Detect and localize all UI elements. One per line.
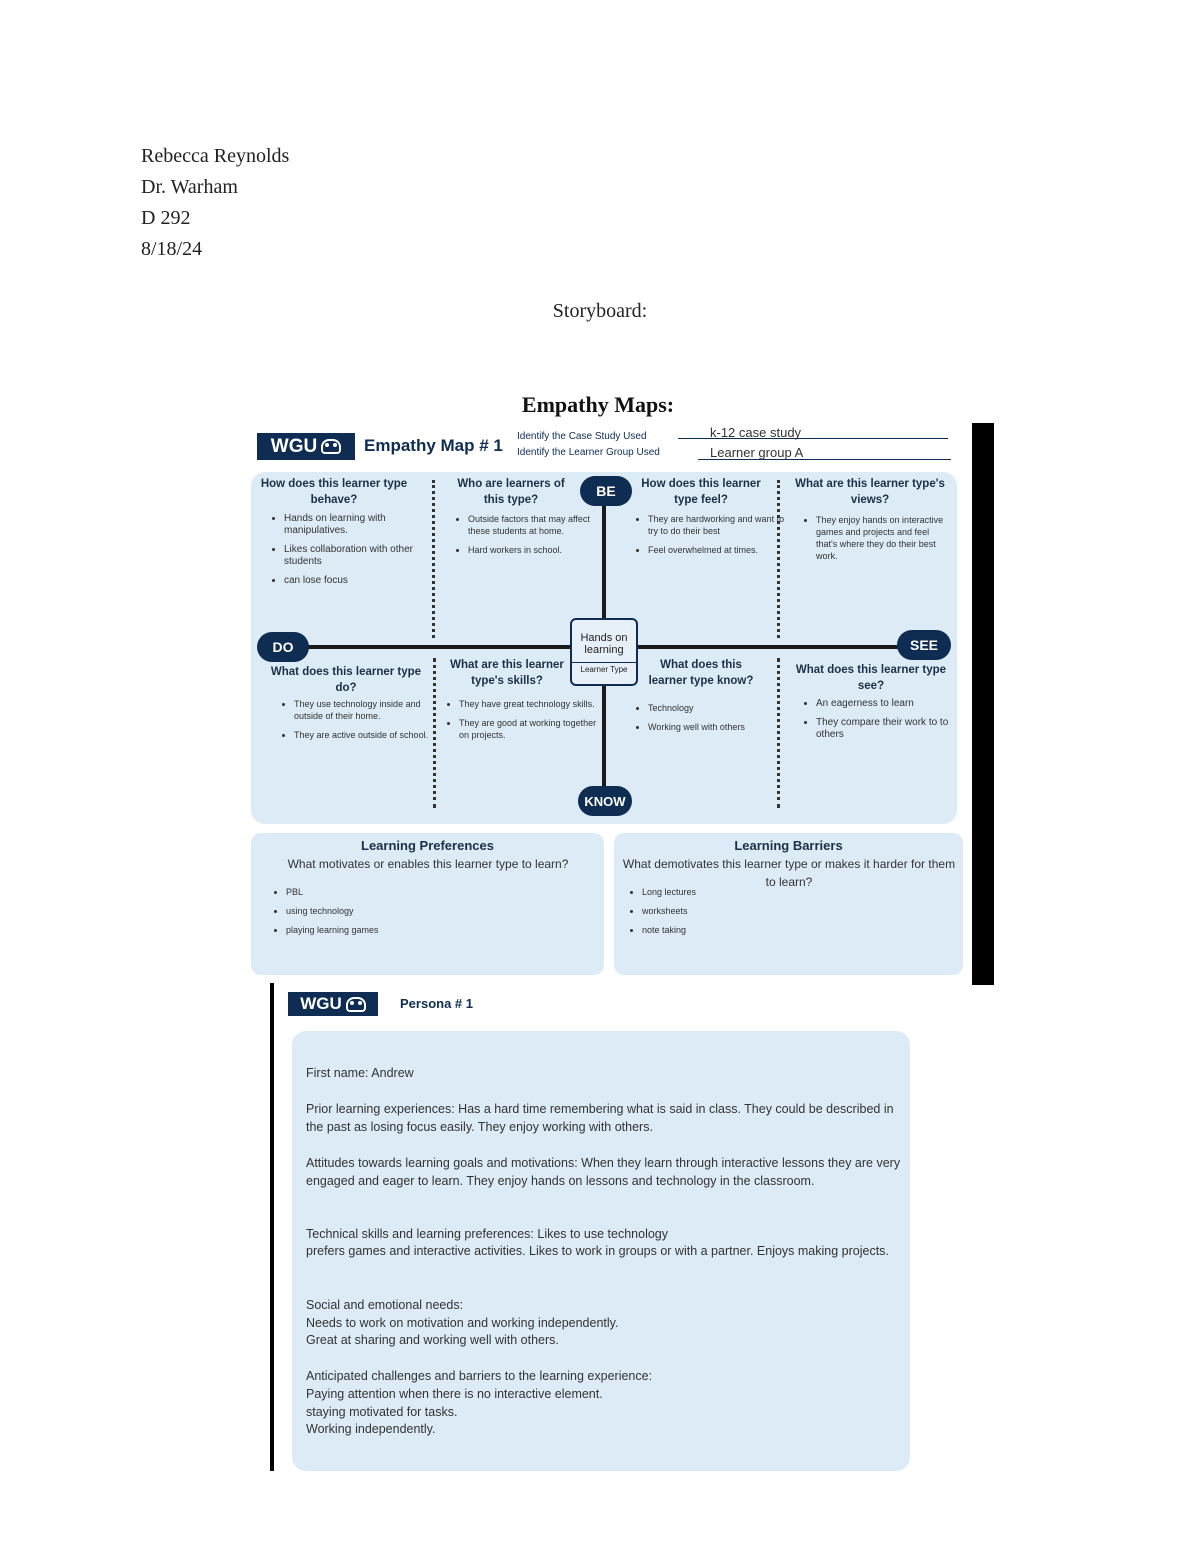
views-question: What are this learner type's views? <box>795 478 945 506</box>
persona-social-need: Needs to work on motivation and working independently. <box>306 1316 619 1330</box>
list-item: • Working well with others <box>648 721 788 733</box>
behave-list <box>268 513 434 594</box>
learner-group-value: Learner group A <box>698 445 951 460</box>
list-item: • Likes collaboration with other students <box>284 544 434 568</box>
owl-icon <box>321 439 341 454</box>
image-border <box>270 983 274 1471</box>
see-label: SEE <box>897 630 951 660</box>
persona-social-strength: Great at sharing and working well with others. <box>306 1333 559 1347</box>
do-label: DO <box>257 632 309 662</box>
skills-question: What are this learner type's skills? <box>450 659 564 687</box>
do-question: What does this learner type do? <box>270 666 422 694</box>
list-item: • worksheets <box>642 905 942 917</box>
list-item: • They enjoy hands on interactive games and projects and feel that's where they do their best work. <box>816 514 950 562</box>
storyboard-heading: Storyboard: <box>552 300 648 322</box>
document-date: 8/18/24 <box>141 238 203 260</box>
persona-challenges-heading: Anticipated challenges and barriers to the learning experience: <box>306 1369 653 1383</box>
persona-technical-skills: Technical skills and learning preferences: Likes to use technology <box>306 1227 669 1241</box>
list-item: • Technology <box>648 702 788 714</box>
know-list <box>632 702 788 740</box>
preferences-list <box>270 886 586 943</box>
persona-challenge: staying motivated for tasks. <box>306 1405 458 1419</box>
behave-question: How does this learner type behave? <box>260 478 408 506</box>
case-study-value: k-12 case study <box>678 426 948 439</box>
list-item: • Hands on learning with manipulatives. <box>284 513 434 537</box>
instructor-name: Dr. Warham <box>141 176 238 198</box>
list-item: • They are good at working together on projects. <box>459 717 599 741</box>
skills-list <box>443 698 599 748</box>
views-list <box>800 514 950 569</box>
be-label: BE <box>580 476 632 506</box>
empathy-map-title: Empathy Map # 1 <box>364 436 503 455</box>
list-item: • playing learning games <box>286 924 586 936</box>
wgu-logo-text: WGU <box>300 994 342 1013</box>
list-item: • Outside factors that may affect these students at home. <box>468 513 603 537</box>
persona-social-heading: Social and emotional needs: <box>306 1298 464 1312</box>
course-code: D 292 <box>141 207 191 229</box>
learner-type-caption: Learner Type <box>572 662 636 674</box>
case-study-label: Identify the Case Study Used <box>517 431 647 442</box>
barriers-list <box>626 886 942 943</box>
who-list <box>452 513 603 563</box>
list-item: • An eagerness to learn <box>816 698 956 710</box>
list-item: • note taking <box>642 924 942 936</box>
persona-title: Persona # 1 <box>400 996 473 1011</box>
preferences-subtitle: What motivates or enables this learner type to learn? <box>287 857 569 871</box>
list-item: • They are active outside of school. <box>294 729 434 741</box>
do-list <box>278 698 434 748</box>
list-item: • They have great technology skills. <box>459 698 599 710</box>
persona-prior-learning: Prior learning experiences: Has a hard time remembering what is said in class. They could be described in the past as losing focus easily. They enjoy working with others. <box>306 1102 894 1134</box>
persona-preferences: prefers games and interactive activities. Likes to work in groups or with a partner. Enjoys making projects. <box>306 1244 889 1258</box>
list-item: • PBL <box>286 886 586 898</box>
author-name: Rebecca Reynolds <box>141 145 290 167</box>
preferences-title: Learning Preferences <box>361 838 494 853</box>
barriers-subtitle: What demotivates this learner type or makes it harder for them to learn? <box>622 857 956 889</box>
feel-question: How does this learner type feel? <box>641 478 761 506</box>
list-item: • Long lectures <box>642 886 942 898</box>
list-item: • Feel overwhelmed at times. <box>648 544 786 556</box>
learner-type-box <box>570 618 638 686</box>
learner-type-line2: learning <box>584 644 624 656</box>
list-item: • using technology <box>286 905 586 917</box>
know-question: What does this learner type know? <box>648 659 754 687</box>
learner-group-label: Identify the Learner Group Used <box>517 447 660 458</box>
barriers-title: Learning Barriers <box>734 838 843 853</box>
list-item: • They use technology inside and outside of their home. <box>294 698 434 722</box>
persona-challenge: Working independently. <box>306 1422 436 1436</box>
who-question: Who are learners of this type? <box>457 478 565 506</box>
wgu-logo-text: WGU <box>270 435 318 457</box>
know-label: KNOW <box>578 786 632 816</box>
owl-icon <box>346 997 366 1012</box>
see-list <box>800 698 956 748</box>
learner-type-line1: Hands on <box>580 632 628 644</box>
list-item: • can lose focus <box>284 575 434 587</box>
see-question: What does this learner type see? <box>795 664 947 692</box>
persona-first-name: First name: Andrew <box>306 1066 414 1080</box>
wgu-logo <box>257 433 355 460</box>
list-item: • They compare their work to to others <box>816 717 956 741</box>
list-item: • Hard workers in school. <box>468 544 603 556</box>
empathy-maps-heading: Empathy Maps: <box>521 392 675 417</box>
persona-challenge: Paying attention when there is no interactive element. <box>306 1387 603 1401</box>
persona-attitudes: Attitudes towards learning goals and motivations: When they learn through interactive lessons they are very engaged and eager to learn. They enjoy hands on lessons and technology in the classroom. <box>306 1156 901 1188</box>
image-border <box>972 423 994 985</box>
wgu-logo <box>288 992 378 1016</box>
list-item: • They are hardworking and want to try to do their best <box>648 513 786 537</box>
feel-list <box>632 513 786 563</box>
